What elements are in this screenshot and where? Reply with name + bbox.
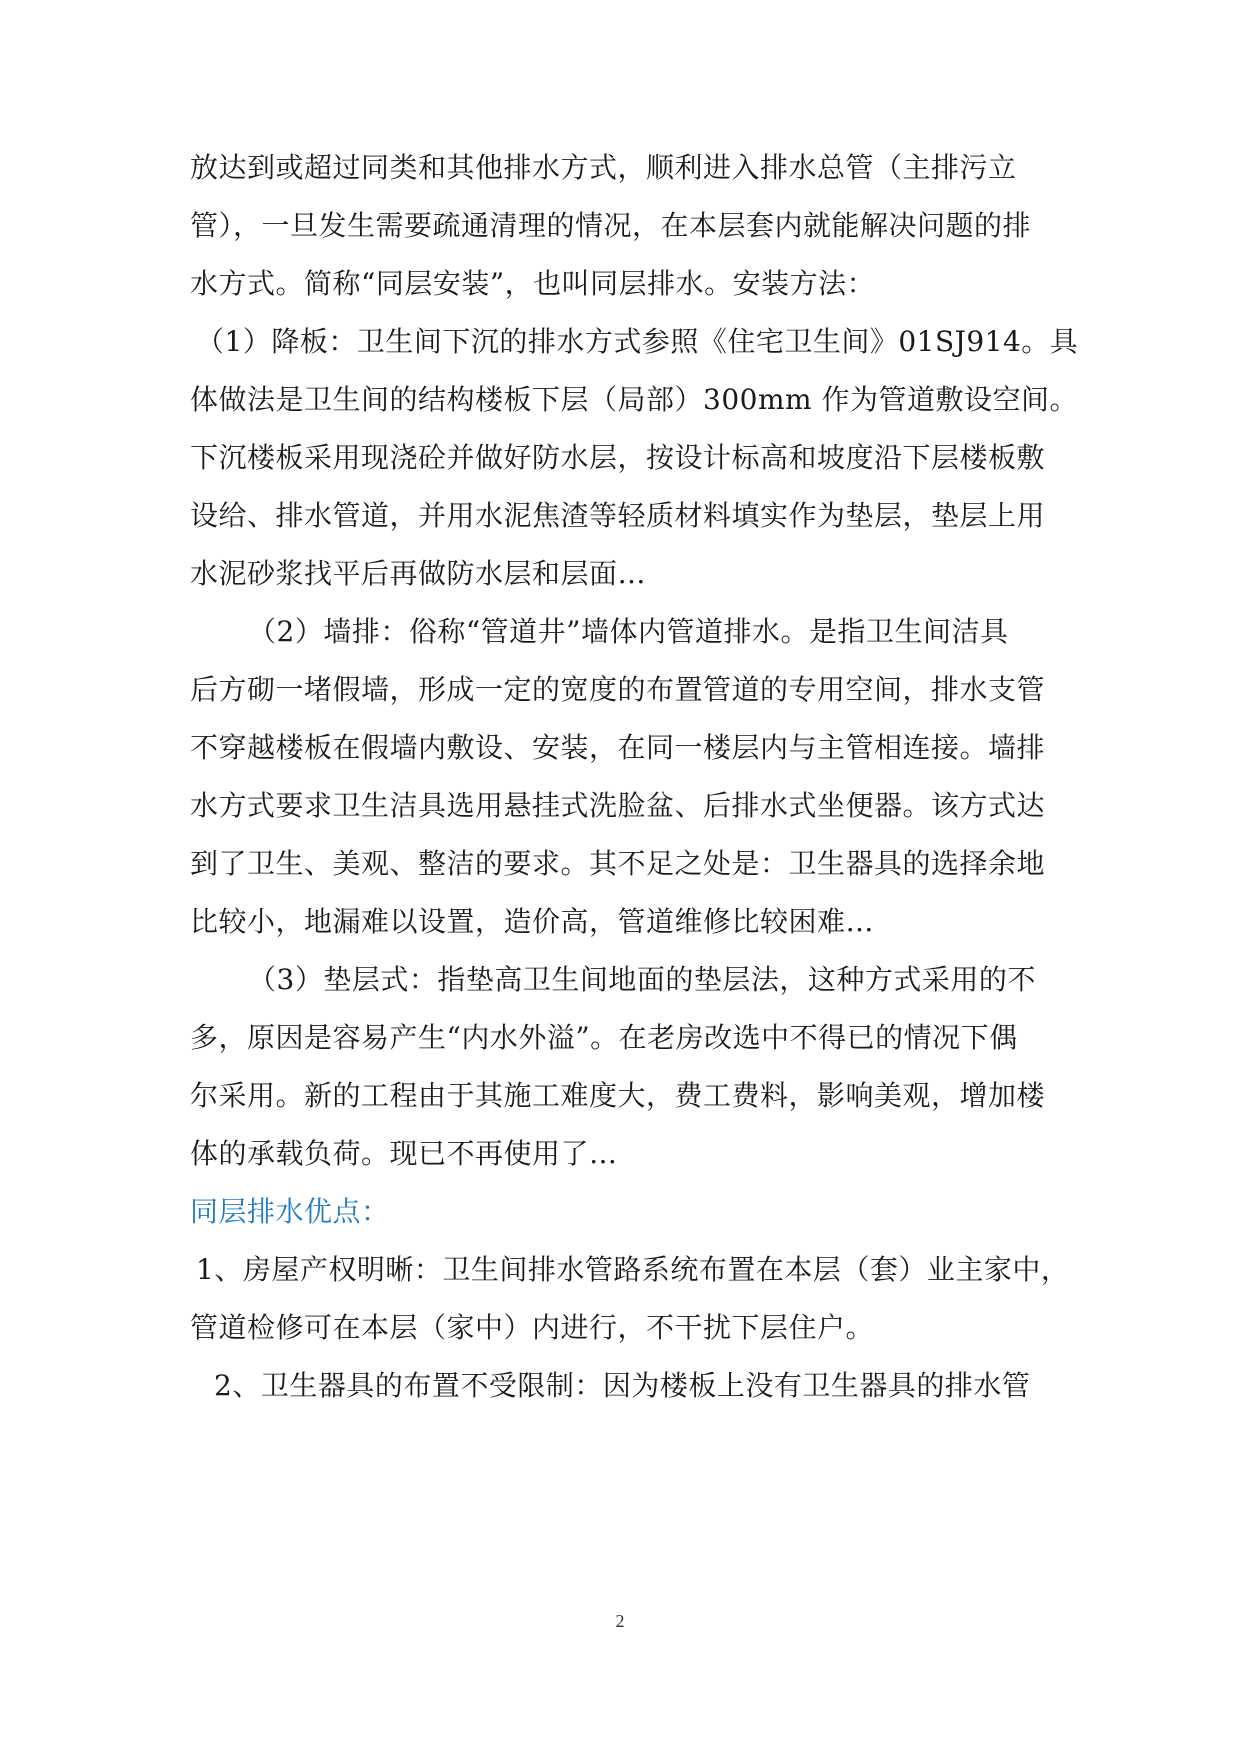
list-item-line: 2、卫生器具的布置不受限制：因为楼板上没有卫生器具的排水管	[214, 1369, 1031, 1402]
list-item-line: 1、房屋产权明晰：卫生间排水管路系统布置在本层（套）业主家中，	[196, 1253, 1070, 1286]
paragraph-line: 水泥砂浆找平后再做防水层和层面…	[190, 557, 647, 590]
page-number: 2	[615, 1611, 625, 1631]
paragraph-line: 管），一旦发生需要疏通清理的情况，在本层套内就能解决问题的排	[190, 209, 1032, 242]
paragraph-line: 水方式要求卫生洁具选用悬挂式洗脸盆、后排水式坐便器。该方式达	[190, 789, 1046, 822]
paragraph-line: 后方砌一堵假墙，形成一定的宽度的布置管道的专用空间，排水支管	[190, 673, 1046, 706]
paragraph-line: 到了卫生、美观、整洁的要求。其不足之处是：卫生器具的选择余地	[190, 847, 1046, 880]
section-heading: 同层排水优点：	[190, 1195, 390, 1228]
paragraph-line: （2）墙排：俗称“管道井”墙体内管道排水。是指卫生间洁具	[248, 615, 1009, 648]
paragraph-line: （1）降板：卫生间下沉的排水方式参照《住宅卫生间》01SJ914。具	[196, 325, 1079, 358]
paragraph-line: 比较小，地漏难以设置，造价高，管道维修比较困难…	[190, 905, 875, 938]
list-item-line: 管道检修可在本层（家中）内进行，不干扰下层住户。	[190, 1311, 875, 1344]
paragraph-line: 不穿越楼板在假墙内敷设、安装，在同一楼层内与主管相连接。墙排	[190, 731, 1046, 764]
paragraph-line: （3）垫层式：指垫高卫生间地面的垫层法，这种方式采用的不	[248, 963, 1036, 996]
paragraph-line: 尔采用。新的工程由于其施工难度大，费工费料，影响美观，增加楼	[190, 1079, 1046, 1112]
paragraph-line: 多，原因是容易产生“内水外溢”。在老房改选中不得已的情况下偶	[190, 1021, 1018, 1054]
paragraph-line: 设给、排水管道，并用水泥焦渣等轻质材料填实作为垫层，垫层上用	[190, 499, 1046, 532]
paragraph-line: 下沉楼板采用现浇砼并做好防水层，按设计标高和坡度沿下层楼板敷	[190, 441, 1046, 474]
paragraph-line: 放达到或超过同类和其他排水方式，顺利进入排水总管（主排污立	[190, 151, 1017, 184]
paragraph-line: 体做法是卫生间的结构楼板下层（局部）300mm 作为管道敷设空间。	[190, 383, 1078, 416]
paragraph-line: 体的承载负荷。现已不再使用了…	[190, 1137, 618, 1170]
paragraph-line: 水方式。简称“同层安装”，也叫同层排水。安装方法：	[190, 267, 876, 300]
